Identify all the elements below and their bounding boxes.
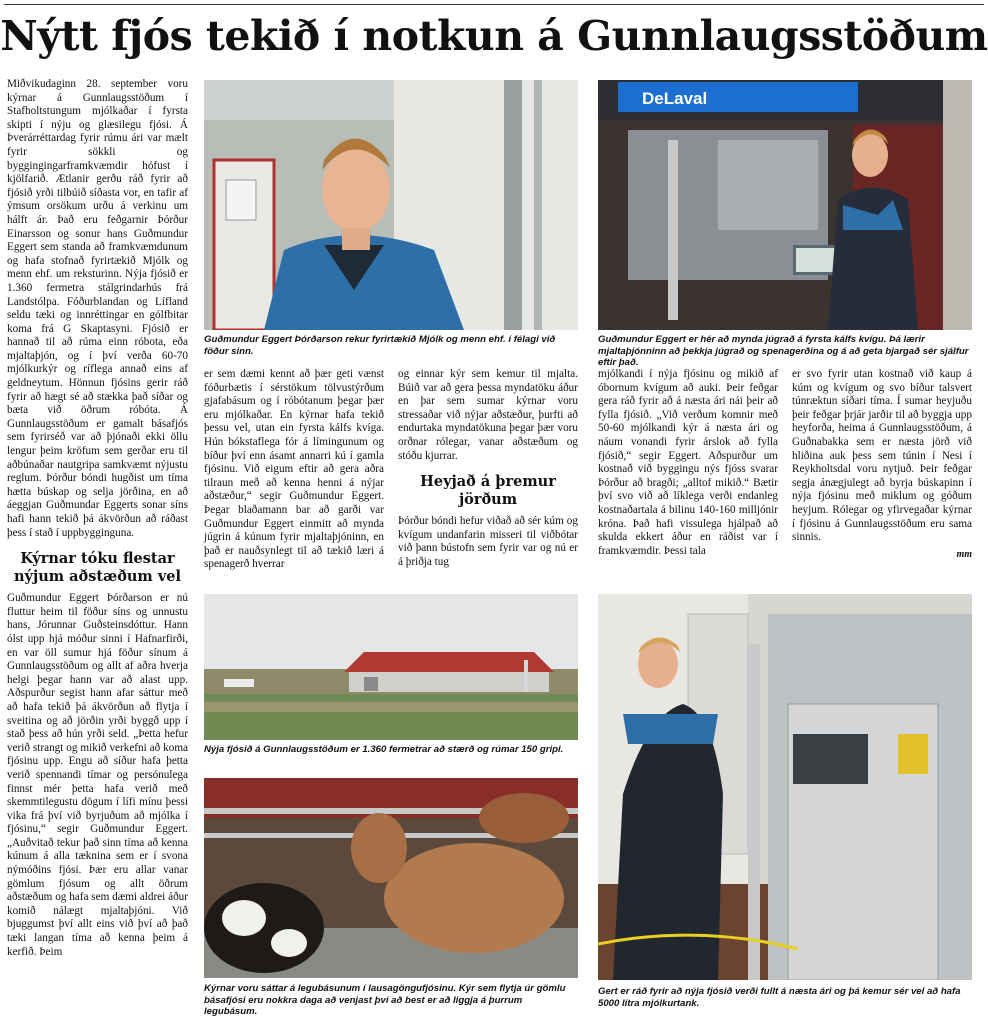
caption-photo2: Guðmundur Eggert er hér að mynda júgrað á fyrsta kálfs kvígu. Þá lærir mjaltaþjónninn að þekkja júgrað og spenagerðina og á að geta bjargað sér sjálfur eftir það.: [598, 334, 969, 368]
body-text: Þórður bóndi hefur viðað að sér kúm og kvígum undanfarin misseri til viðbótar við þann bústofn sem fyrir var og nú er á þriðja tug: [398, 515, 578, 568]
column-1: [7, 78, 188, 959]
caption-photo5: Gert er ráð fyrir að nýja fjósið verði fullt á næsta ári og þá kemur sér vel að hafa 5000 lítra mjólkurtank.: [598, 986, 961, 1009]
body-text: og einnar kýr sem kemur til mjalta. Búið var að gera þessa myndatöku áður en þar sem sumar kýrnar voru stressaðar við nýjar aðstæður, þurfti að endurtaka myndatökuna þegar þær voru orðnar rólegar, vanar aðstæðum og stóðu kjurrar.: [398, 368, 578, 462]
caption-photo4: Kýrnar voru sáttar á legubásunum í lausagöngufjósinu. Kýr sem flytja úr gömlu básafjósi eru nokkra daga að venjast því að best er að liggja á þurrum legubásum.: [204, 983, 566, 1017]
photo-milk-tank: [598, 594, 972, 980]
body-text: Guðmundur Eggert Þórðarson er nú fluttur heim til föður síns og unnustu hans, Jórunnar Guðsteinsdóttur. Hann ólst upp hjá móður sinni í Hafnarfirði, en var öll sumur hjá föður sínum á Gunnlaugsstöðum og allt af aðra hverja helgi þegar hann var að alast upp. Aðspurður segist hann afar sáttur með að hafa tekið þá ákvörðun að flytja í sveitina og að jörðin yrði byggð upp í stað þess að hún yrði seld. „Þetta hefur verið strangt og mikið verkefni að koma fjósinu upp. Engu að síður hafa þetta verið spennandi tímar og persónulega finnst mér þetta hafa verið með skemmtilegustu dögum í lífi mínu þessi vika frá því við byrjuðum að mjólka í fjósinu,“ segir Guðmundur Eggert. „Auðvitað tekur það sinn tíma að kenna kúnum á alla tæknina sem er í svona nýmóðins fjósi. Þær eru allar vanar gömlum fjósum og allt öðrum aðstæðum og hafa sem dæmi aldrei áður komið nálægt mjaltaþjóni. Við bjuggumst því allt eins við því að það tæki langan tíma að kenna þeim á kerfið. Þeim: [7, 592, 188, 958]
column-2: [204, 368, 384, 572]
subheading: Heyjað á þremur jörðum: [420, 473, 556, 509]
cows-image: [204, 778, 578, 978]
photo-portrait: [204, 80, 578, 330]
robot-image: [598, 80, 972, 330]
column-3: [398, 368, 578, 570]
author-signature: mm: [956, 548, 972, 560]
column-4: [598, 368, 778, 558]
caption-photo3: Nýja fjósið á Gunnlaugsstöðum er 1.360 fermetrar að stærð og rúmar 150 gripi.: [204, 744, 564, 755]
caption-photo1: Guðmundur Eggert Þórðarson rekur fyrirtækið Mjólk og menn ehf. í félagi við föður sinn.: [204, 334, 556, 357]
body-text: er sem dæmi kennt að þær geti vænst fóðurbætis í sérstökum tölvustýrðum gjafabásum og í róbótanum þegar þær eru mjólkaðar. En kýrnar hafa tekið þessu vel, utan ein fyrsta kálfs kvíga. Hún bókstaflega fór á límingunum og bíður því enn ásamt annarri kú í gamla fjósinu. Við eigum eftir að gera aðra tilraun með að kenna henni á nýjar aðstæður,“ segir Guðmundur Eggert. Þegar blaðamann bar að garði var Guðmundur Eggert einmitt að mynda júgrin á kúnum fyrir mjaltaþjóninn, en það er nauðsynlegt til að tækið læri á spenagerð hverrar: [204, 368, 384, 571]
headline: Nýtt fjós tekið í notkun á Gunnlaugsstöðum: [0, 12, 988, 60]
top-rule: [4, 4, 984, 5]
barn-image: [204, 594, 578, 740]
delaval-logo-text: DeLaval: [642, 89, 708, 108]
column-5: [792, 368, 972, 561]
photo-cows: [204, 778, 578, 978]
subheading: Kýrnar tóku flestar nýjum aðstæðum vel: [14, 550, 181, 586]
photo-barn-exterior: [204, 594, 578, 740]
body-text: er svo fyrir utan kostnað við kaup á kúm og kvígum og svo bíður talsvert túnræktun síðari tíma. Í sumar heyjuðu þeir feðgar þrjár jarðir til að byggja upp heyforða, heima á Gunnlaugsstöðum, á Guðnabakka sem er næsta jörð við hliðina auk þess sem túnin í Nesi í Reykholtsdal voru nytjuð. Þeir feðgar segja ánægjulegt að byrja búskapinn í nýja fjósinu með miklum og góðum heyjum. Rólegar og yfirvegaðar kýrnar í fjósinu á Gunnlaugsstöðum eru sama sinnis.: [792, 368, 972, 544]
photo-milking-robot: [598, 80, 972, 330]
body-text: mjólkandi í nýja fjósinu og mikið af óbornum kvígum að auki. Þeir feðgar gera ráð fyrir að á næsta ári nái þeir að fylla fjósið. „Við verðum komnir með 50-60 mjólkandi kýr á næsta ári og náum vonandi fyrir árslok að fylla fjósið,“ segir Eggert. Aðspurður um kostnað við byggingu nýs fjóss svarar Þórður að bragði; „alltof mikið.“ Bætir því svo við að líklega verði endanleg kostnaðartala á bilinu 140-160 milljónir króna. Það hafi vissulega hjálpað að skulda ekkert áður en ráðist var í framkvæmdir. Þessi tala: [598, 368, 778, 557]
milk-tank-image: [598, 594, 972, 980]
portrait-image: [204, 80, 578, 330]
body-text: Miðvikudaginn 28. september voru kýrnar á Gunnlaugsstöðum í Stafholtstungum mjólkaðar í fyrsta skipti í nýju og glæsilegu fjósi. Á Þverárréttardag fyrir rúmu ári var mælt fyrir sökkli og byggingingarframkvæmdir hófust í kjölfarið. Ætlanir gerðu ráð fyrir að fjósið yrði tilbúið síðasta vor, en tafir af ýmsum orsökum urðu á verkinu um hálft ár. Það eru feðgarnir Þórður Einarsson og sonur hans Guðmundur Eggert sem standa að framkvæmdunum og hafa stofnað fyrirtækið Mjólk og menn ehf. um reksturinn. Nýja fjósið er 1.360 fermetra stálgrindarhús frá Landstólpa. Fóðurblandan og Lífland seldu tæki og innréttingar en gólfbitar koma frá G Skaptasyni. Fjósið er hannað til að rúma einn róbota, eða mjaltaþjón, og í því verða 60-70 mjólkurkýr og ríflega annað eins af geldneytum. Hönnun fjósins gerir ráð fyrir að hægt sé að stækka það síðar og bæta við öðrum róbóta. Á Gunnlaugsstöðum er gamalt básafjós sem fyrirséð var að þjónaði ekki öllu lengur þeim kröfum sem gerðar eru til aðbúnaðar nautgripa samkvæmt nýjustu reglum. Þórður bóndi hugðist um tíma hætta búskap og selja jörðina, en að áeggjan Guðmundar Eggerts sonar síns hafi hann tekið þá ákvörðun að ráðast þess í stað í uppbygginguna.: [7, 78, 188, 539]
